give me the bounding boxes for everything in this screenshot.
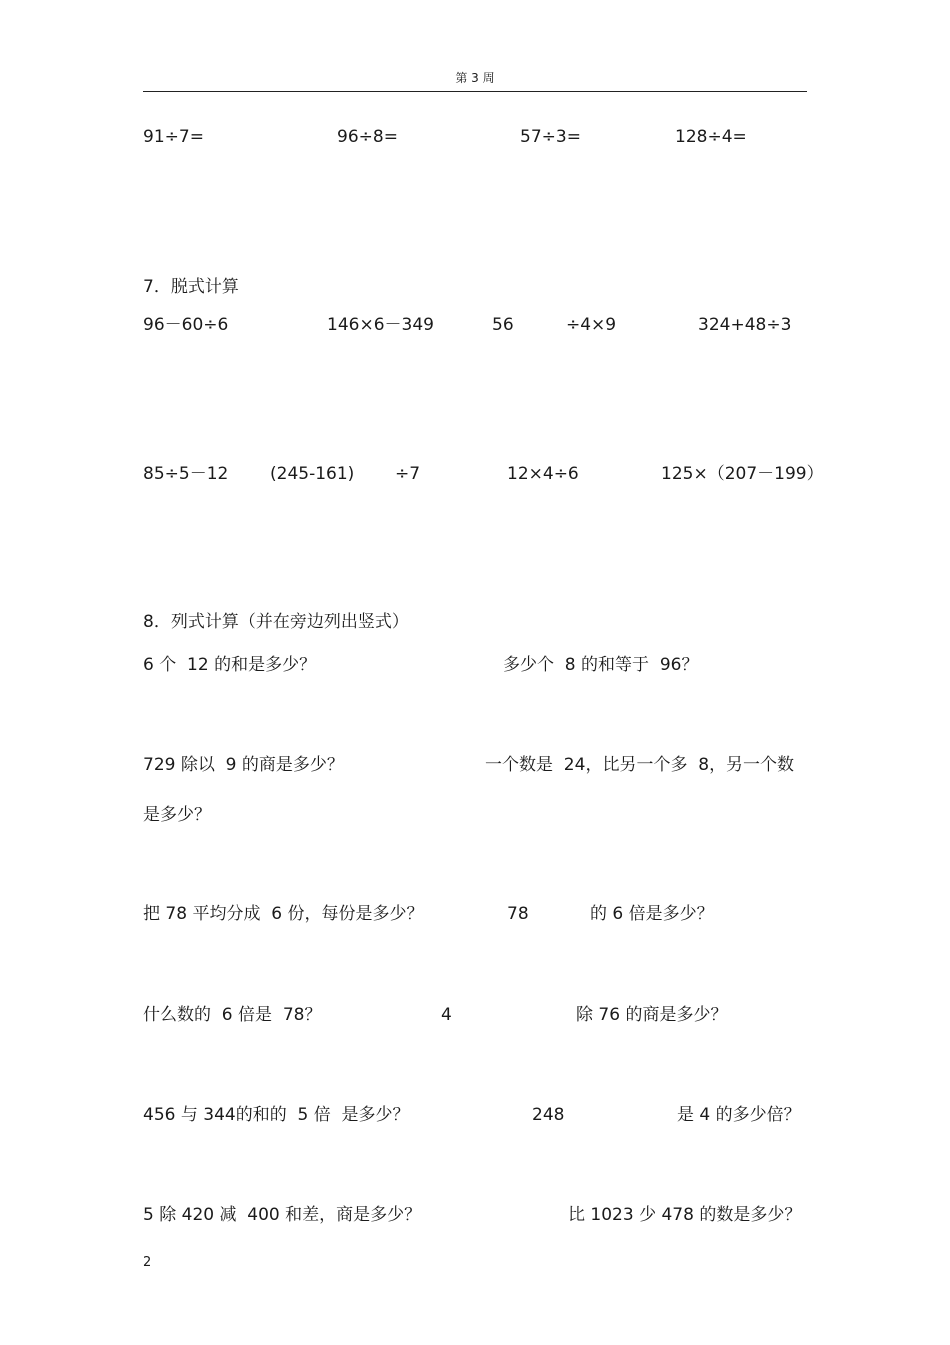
expression-part: ÷7: [395, 464, 421, 484]
word-problem: 456 与 344的和的 5 倍 是多少？: [143, 1105, 410, 1125]
word-problem: 729 除以 9 的商是多少？: [143, 755, 344, 775]
expression: 324+48÷3: [698, 315, 792, 335]
word-problem-part: 的 6 倍是多少？: [590, 904, 714, 924]
expression-part: 56: [492, 315, 514, 335]
expression: 85÷5－12: [143, 464, 229, 484]
word-problem-part: 78: [507, 904, 529, 924]
expression: 146×6－349: [327, 315, 434, 335]
word-problem: 5 除 420 减 400 和差，商是多少？: [143, 1205, 422, 1225]
problem-91-div-7: 91÷7=: [143, 127, 204, 147]
word-problem: 什么数的 6 倍是 78？: [143, 1005, 322, 1025]
section-7-title: 7．脱式计算: [143, 277, 239, 297]
problem-96-div-8: 96÷8=: [337, 127, 398, 147]
word-problem-part: 是 4 的多少倍？: [677, 1105, 801, 1125]
word-problem-part: 除 76 的商是多少？: [576, 1005, 728, 1025]
word-problem: 6 个 12 的和是多少？: [143, 655, 317, 675]
page-number: 2: [143, 1255, 152, 1270]
word-problem-continued: 是多少？: [143, 805, 211, 825]
expression: 125×（207－199）: [661, 464, 824, 484]
section-8-title: 8．列式计算（并在旁边列出竖式）: [143, 612, 409, 632]
word-problem: 一个数是 24，比另一个多 8，另一个数: [485, 755, 795, 775]
expression-part: (245-161): [270, 464, 355, 484]
word-problem-part: 248: [532, 1105, 565, 1125]
page-header: 第 3 周: [455, 71, 495, 85]
word-problem: 比 1023 少 478 的数是多少？: [568, 1205, 802, 1225]
expression: 96－60÷6: [143, 315, 229, 335]
word-problem-part: 4: [441, 1005, 452, 1025]
expression-part: ÷4×9: [566, 315, 617, 335]
problem-128-div-4: 128÷4=: [675, 127, 747, 147]
word-problem: 把 78 平均分成 6 份，每份是多少？: [143, 904, 424, 924]
word-problem: 多少个 8 的和等于 96？: [503, 655, 699, 675]
problem-57-div-3: 57÷3=: [520, 127, 581, 147]
header-divider: [143, 91, 807, 92]
expression: 12×4÷6: [507, 464, 579, 484]
